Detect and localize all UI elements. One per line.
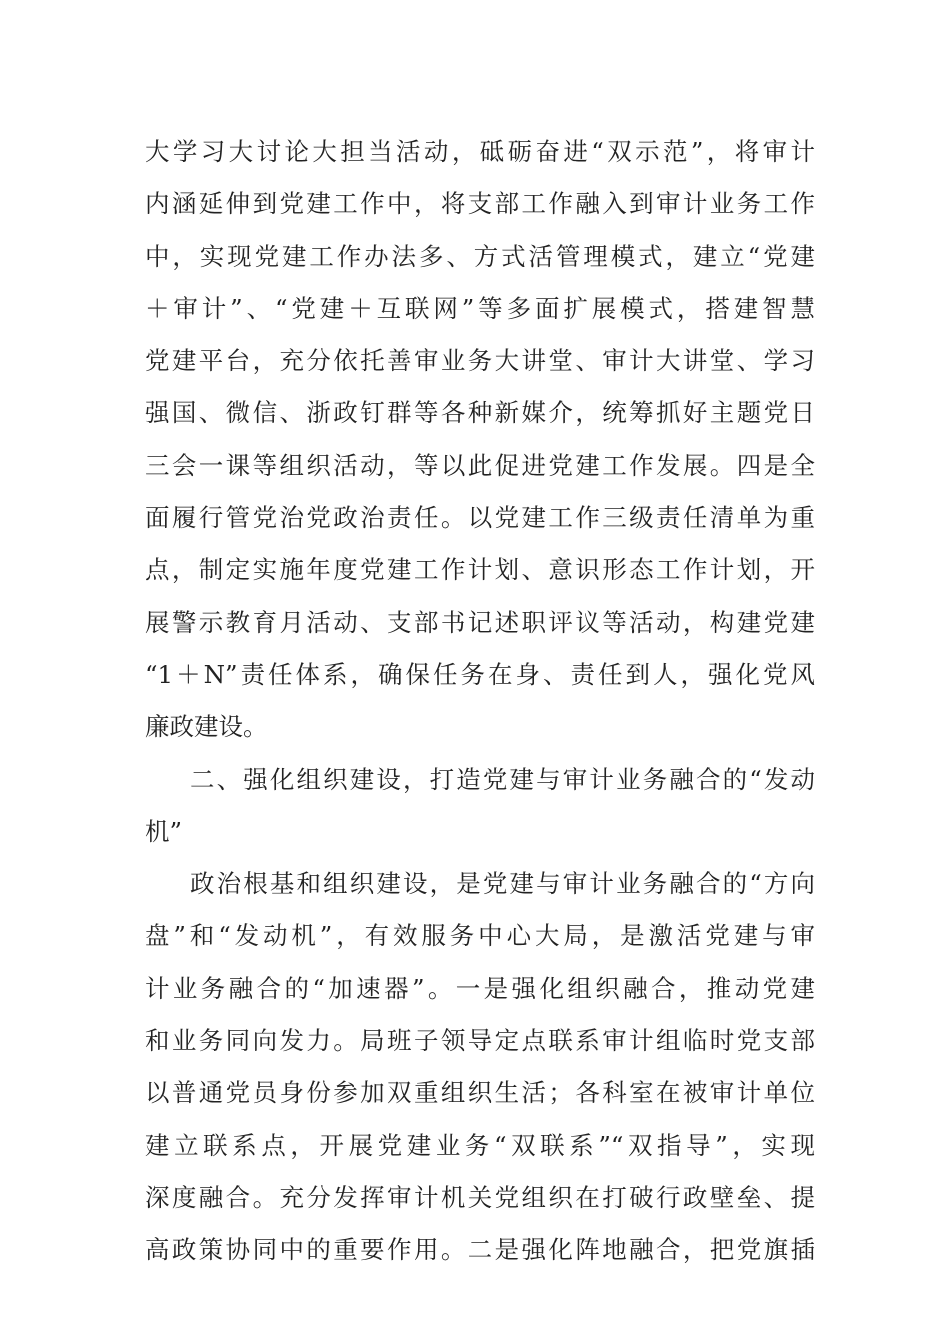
text-line: 内涵延伸到党建工作中，将支部工作融入到审计业务工作	[145, 189, 815, 219]
text-line: 展警示教育月活动、支部书记述职评议等活动，构建党建	[145, 607, 815, 637]
text-line: 盘”和“发动机”，有效服务中心大局，是激活党建与审	[145, 921, 815, 951]
text-line: 面履行管党治党政治责任。以党建工作三级责任清单为重	[145, 503, 815, 533]
text-line: 以普通党员身份参加双重组织生活；各科室在被审计单位	[145, 1078, 815, 1108]
text-line: 三会一课等组织活动，等以此促进党建工作发展。四是全	[145, 450, 815, 480]
body-text	[145, 126, 815, 1277]
text-line: 建立联系点，开展党建业务“双联系”“双指导”，实现	[145, 1130, 815, 1160]
section-heading	[145, 754, 815, 859]
text-line: 深度融合。充分发挥审计机关党组织在打破行政壁垒、提	[145, 1182, 815, 1212]
text-line: 计业务融合的“加速器”。一是强化组织融合，推动党建	[145, 973, 815, 1003]
heading-line: 二、强化组织建设，打造党建与审计业务融合的“发动	[190, 764, 815, 794]
text-line: 党建平台，充分依托善审业务大讲堂、审计大讲堂、学习	[145, 346, 815, 376]
text-line: 高政策协同中的重要作用。二是强化阵地融合，把党旗插	[145, 1235, 815, 1265]
text-line: ＋审计”、“党建＋互联网”等多面扩展模式，搭建智慧	[145, 293, 815, 323]
text-line: 和业务同向发力。局班子领导定点联系审计组临时党支部	[145, 1026, 815, 1056]
paragraph-2	[145, 858, 815, 1276]
text-line: 强国、微信、浙政钉群等各种新媒介，统筹抓好主题党日	[145, 398, 815, 428]
text-line: 大学习大讨论大担当活动，砥砺奋进“双示范”，将审计	[145, 137, 815, 166]
text-line: 点，制定实施年度党建工作计划、意识形态工作计划，开	[145, 555, 815, 585]
paragraph-1	[145, 126, 815, 754]
text-line: “1＋N”责任体系，确保任务在身、责任到人，强化党风	[145, 659, 815, 689]
text-line: 中，实现党建工作办法多、方式活管理模式，建立“党建	[145, 241, 815, 271]
text-line: 政治根基和组织建设，是党建与审计业务融合的“方向	[190, 869, 815, 899]
text-line: 廉政建设。	[145, 712, 268, 742]
heading-line: 机”	[145, 816, 183, 846]
